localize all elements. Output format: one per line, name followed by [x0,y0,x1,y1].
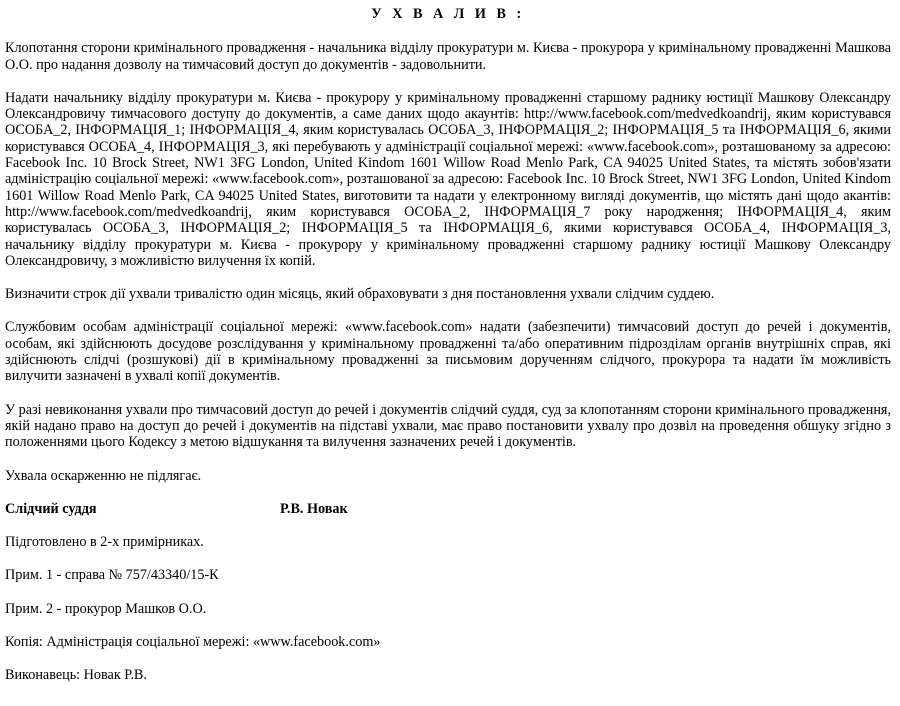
signature-role: Слідчий суддя [5,500,97,517]
footer-copy-2: Прим. 2 - прокурор Машков О.О. [5,600,207,617]
paragraph-non-compliance: У разі невиконання ухвали про тимчасовий доступ до речей і документів слідчий суддя, суд за клопотанням сторони кримінального провадження, якій надано право на доступ до речей і документів на підставі ухвали, має право постановити ухвалу про дозвіл на проведення обшуку згідно з положеннями цього Кодексу з метою відшукання та вилучення зазначених речей і документів. [5,401,891,451]
paragraph-no-appeal: Ухвала оскарженню не підлягає. [5,467,202,484]
paragraph-officials-duty: Службовим особам адміністрації соціальної мережі: «www.facebook.com» надати (забезпечити) тимчасовий доступ до речей і документів, особам, які здійснюють досудове розслідування у кримінальному провадженні та/або оперативним підрозділам органів внутрішніх справ, які здійснюють слідчі (розшукові) дії в кримінальному провадженні за письмовим дорученням слідчого, прокурора та надати їм можливість вилучити зазначені в ухвалі копії документів. [5,319,891,385]
footer-copy-recipient: Копія: Адміністрація соціальної мережі: «www.facebook.com» [5,634,381,651]
footer-executor: Виконавець: Новак Р.В. [5,667,147,684]
signature-name: Р.В. Новак [280,500,348,517]
footer-copies-note: Підготовлено в 2-х примірниках. [5,534,204,551]
paragraph-grant-motion: Клопотання сторони кримінального провадження - начальника відділу прокуратури м. Києва - прокурора у кримінальному провадженні Машкова О.О. про надання дозволу на тимчасовий доступ до документів - задовольнити. [5,40,891,73]
signature-block [5,501,891,517]
paragraph-access-details: Надати начальнику відділу прокуратури м. Києва - прокурору у кримінальному провадженні старшому раднику юстиції Машкову Олександру Олександровичу тимчасового доступу до документів, а саме даних щодо акаунтів: http://www.facebook.com/medvedkoandrij, яким користувався ОСОБА_2, ІНФОРМАЦІЯ_1; ІНФОРМАЦІЯ_4, яким користувалась ОСОБА_3, ІНФОРМАЦІЯ_2; ІНФОРМАЦІЯ_5 та ІНФОРМАЦІЯ_6, якими користувався ОСОБА_4, ІНФОРМАЦІЯ_3, які перебувають у адміністрації соціальної мережі: «www.facebook.com», розташованому за адресою: Facebook Inc. 10 Brock Street, NW1 3FG London, United Kindom 1601 Willow Road Menlo Park, CA 94025 United States, та містять зобов'язати адміністрацію соціальної мережі: «www.facebook.com», розташованої за адресою: Facebook Inc. 10 Brock Street, NW1 3FG London, United Kindom 1601 Willow Road Menlo Park, CA 94025 United States, виготовити та надати у електронному вигляді документів, що містять дані щодо акантів: http://www.facebook.com/medvedkoandrij, яким користувався ОСОБА_2, ІНФОРМАЦІЯ_7 року народження; ІНФОРМАЦІЯ_4, яким користувалась ОСОБА_3, ІНФОРМАЦІЯ_2; ІНФОРМАЦІЯ_5 та ІНФОРМАЦІЯ_6, якими користувався ОСОБА_4, ІНФОРМАЦІЯ_3, начальнику відділу прокуратури м. Києва - прокурору у кримінальному провадженні старшому раднику юстиції Машкову Олександру Олександровичу, з можливістю вилучення їх копій. [5,89,891,269]
resolution-heading: У Х В А Л И В : [371,6,525,22]
paragraph-validity-term: Визначити строк дії ухвали тривалістю один місяць, який обраховувати з дня постановлення ухвали слідчим суддею. [5,286,715,303]
footer-copy-1: Прим. 1 - справа № 757/43340/15-К [5,567,219,584]
